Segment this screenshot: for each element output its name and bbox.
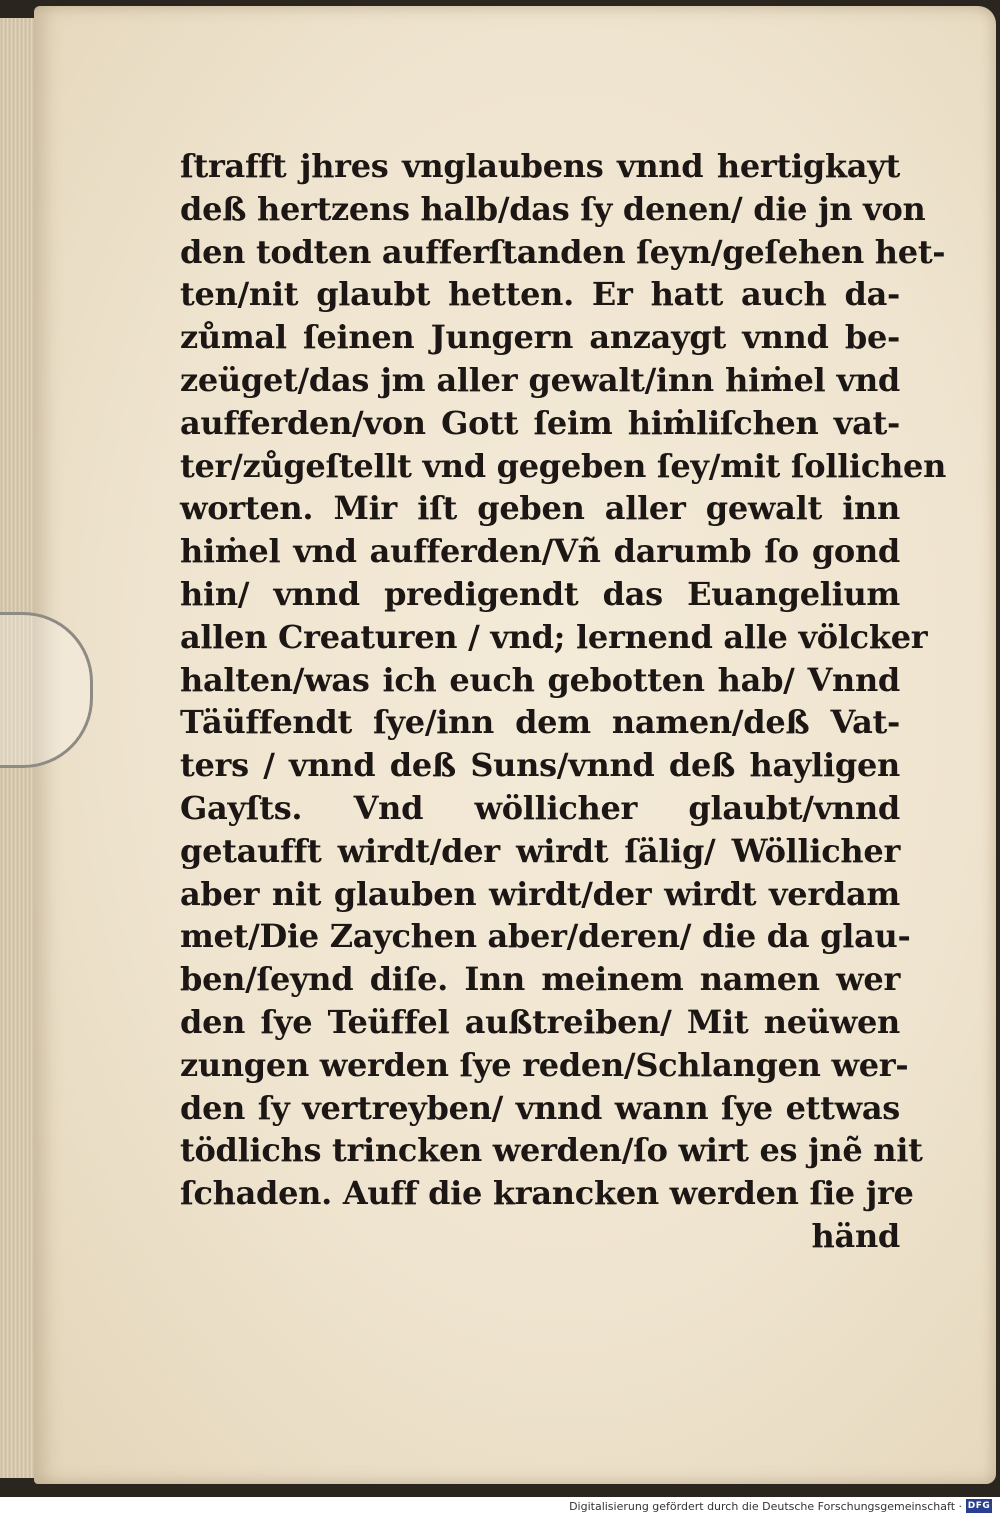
text-line: Täüffendt ſye/inn dem namen/deß Vat-: [180, 703, 900, 742]
text-line: ſchaden. Auff die krancken werden ſie jre: [180, 1174, 914, 1213]
text-line: ben/ſeynd diſe. Inn meinem namen wer: [180, 960, 900, 999]
text-line: zůmal ſeinen Jungern anzaygt vnnd be-: [180, 318, 900, 357]
text-line: ten/nit glaubt hetten. Er hatt auch da-: [180, 275, 900, 314]
text-line: den ſye Teüffel außtreiben/ Mit neüwen: [180, 1002, 900, 1041]
text-line: zungen werden ſye reden/Schlangen wer-: [180, 1045, 909, 1084]
text-line: tödlichs trincken werden/ſo wirt es jnẽ nit: [180, 1131, 923, 1170]
text-line: hiṁel vnd aufferden/Vñ darumb ſo gond: [180, 532, 900, 571]
text-line: worten. Mir iſt geben aller gewalt inn: [180, 489, 900, 528]
text-line: getaufft wirdt/der wirdt ſälig/ Wöllicher: [180, 831, 900, 870]
text-line: ter/zůgeſtellt vnd gegeben ſey/mit ſollichen: [180, 446, 947, 485]
text-line: Gayſts. Vnd wöllicher glaubt/vnnd: [180, 788, 900, 827]
text-line: zeüget/das jm aller gewalt/inn hiṁel vnd: [180, 360, 900, 399]
text-line: deß hertzens halb/das ſy denen/ die jn von: [180, 189, 926, 228]
text-line: hin/ vnnd predigendt das Euangelium: [180, 574, 900, 613]
text-line: ſtrafft jhres vnglaubens vnnd hertigkayt: [180, 147, 900, 185]
catchword: händ: [811, 1216, 900, 1255]
text-line: allen Creaturen / vnd; lernend alle völcker: [180, 617, 928, 656]
footer-credit: Digitalisierung gefördert durch die Deutsche Forschungsgemeinschaft ·: [569, 1500, 962, 1513]
page-text: [180, 145, 947, 1258]
text-line: aber nit glauben wirdt/der wirdt verdam: [180, 874, 900, 913]
text-line: met/Die Zaychen aber/deren/ die da glau-: [180, 917, 911, 956]
text-line: den todten aufferſtanden ſeyn/geſehen het-: [180, 232, 946, 271]
dfg-logo: DFG: [967, 1501, 991, 1511]
footer-bar: [0, 1497, 1000, 1517]
text-line: ters / vnnd deß Suns/vnnd deß hayligen: [180, 746, 900, 785]
text-line: halten/was ich euch gebotten hab/ Vnnd: [180, 660, 900, 699]
text-line: den ſy vertreyben/ vnnd wann ſye ettwas: [180, 1088, 900, 1127]
text-line: aufferden/von Gott ſeim hiṁliſchen vat-: [180, 403, 900, 442]
